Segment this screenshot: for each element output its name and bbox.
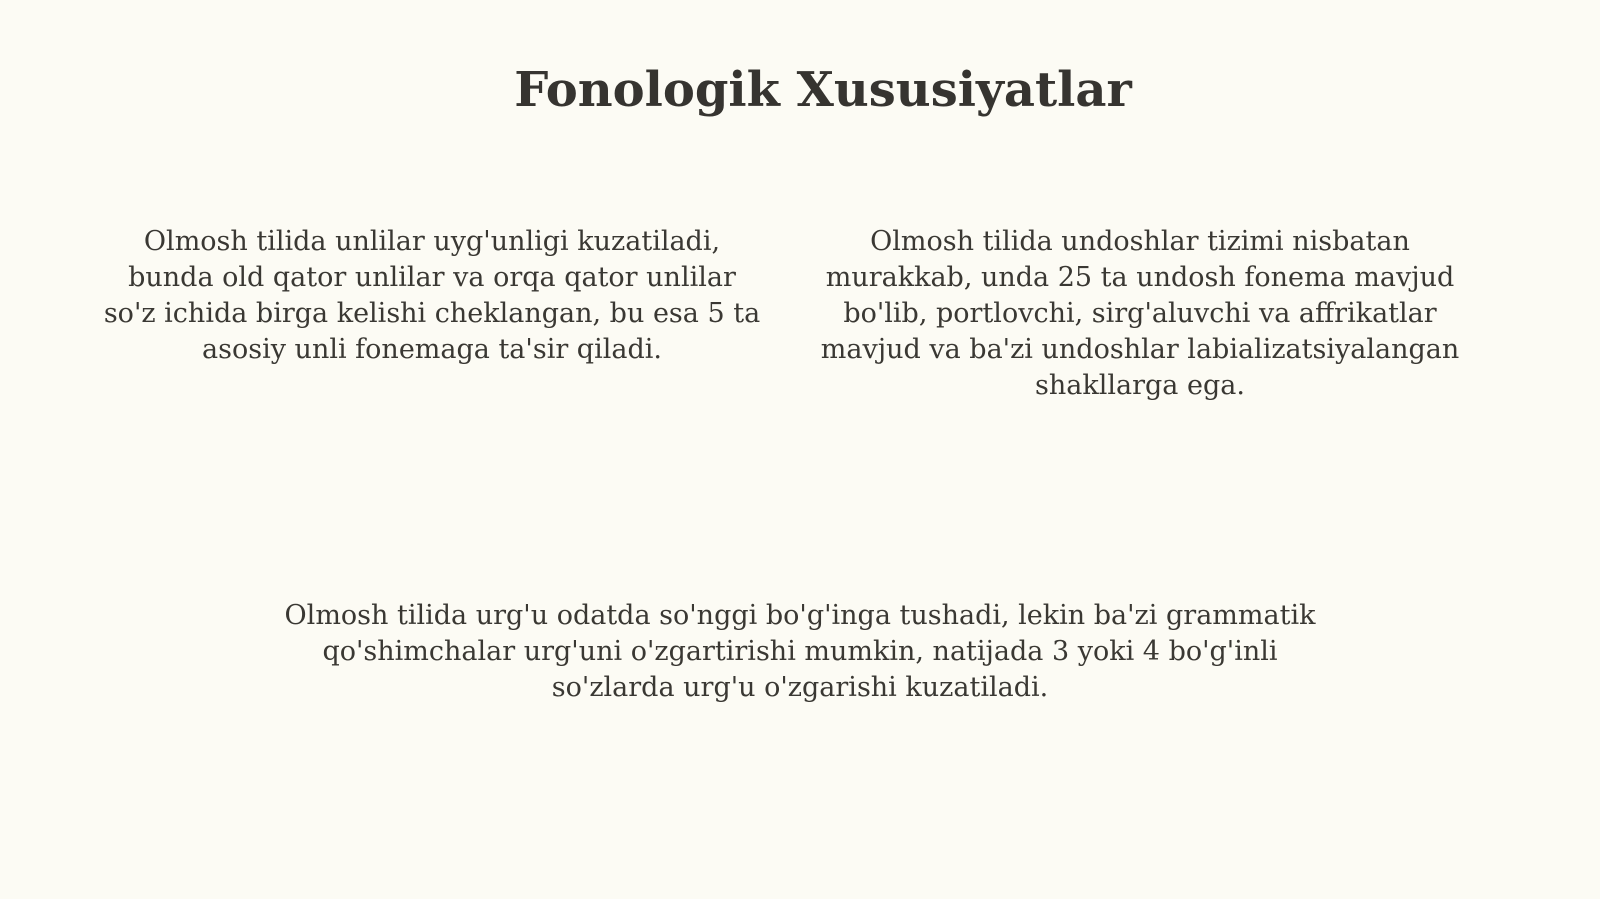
consonant-system-paragraph: Olmosh tilida undoshlar tizimi nisbatan murakkab, unda 25 ta undosh fonema mavjud bo'lib, portlovchi, sirg'aluvchi va affrikatlar mavjud va ba'zi undoshlar labializatsiyalangan shakllarga ega. xyxy=(820,226,1460,401)
slide-title: Fonologik Xususiyatlar xyxy=(514,62,1132,118)
stress-paragraph: Olmosh tilida urg'u odatda so'nggi bo'g'inga tushadi, lekin ba'zi grammatik qo'shimchalar urg'uni o'zgartirishi mumkin, natijada 3 yoki 4 bo'g'inli so'zlarda urg'u o'zgarishi kuzatiladi. xyxy=(284,600,1316,703)
vowel-harmony-paragraph: Olmosh tilida unlilar uyg'unligi kuzatiladi, bunda old qator unlilar va orqa qator unlilar so'z ichida birga kelishi cheklangan, bu esa 5 ta asosiy unli fonemaga ta'sir qiladi. xyxy=(103,226,761,365)
